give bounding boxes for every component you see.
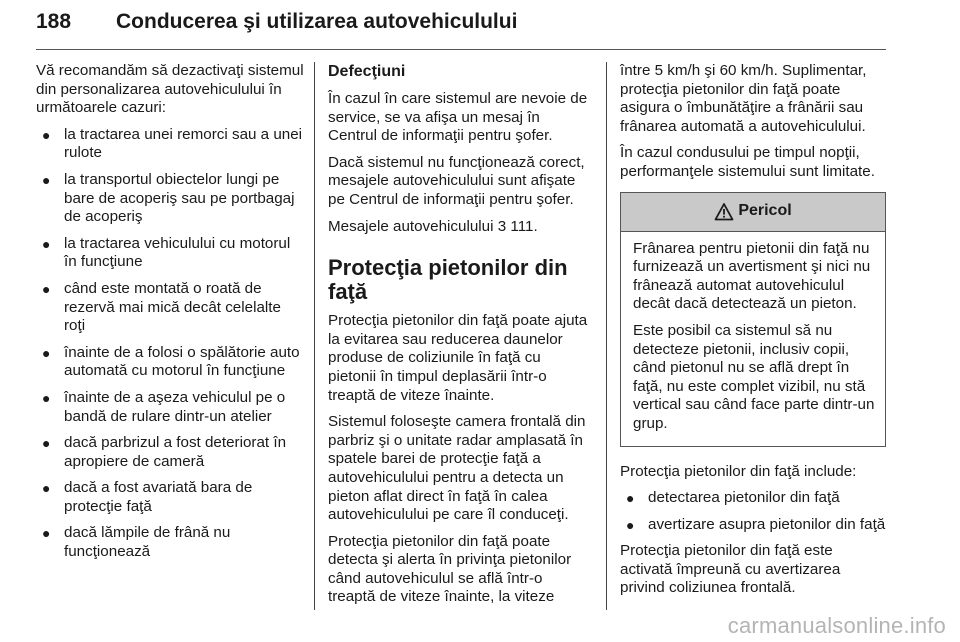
bullet-icon: ● xyxy=(626,490,635,507)
bullet-icon: ● xyxy=(626,516,635,533)
column-right xyxy=(620,62,886,606)
warning-paragraph-2: Este posibil ca sistemul să nu detecteze pietonii, inclusiv copii, când pietonul nu se află drept în faţă, nu este complet vizibil, nu stă vertical sau când face parte dintr-un grup. xyxy=(633,321,875,432)
list-item: ● dacă parbrizul a fost deteriorat în apropiere de cameră xyxy=(42,434,287,470)
column-left xyxy=(36,62,304,570)
bullet-icon: ● xyxy=(42,171,51,188)
features-list xyxy=(620,489,886,534)
warning-header xyxy=(621,193,885,232)
section-title: Protecţia pietonilor din faţă xyxy=(328,255,568,305)
warning-body xyxy=(621,232,885,446)
list-item: ● înainte de a folosi o spălătorie auto automată cu motorul în funcţiune xyxy=(42,343,300,380)
bullet-icon: ● xyxy=(42,235,51,252)
list-item: ● când este montată o roată de rezervă mai mică decât celelalte roţi xyxy=(42,279,281,335)
chapter-title: Conducerea şi utilizarea autovehiculului xyxy=(116,10,518,33)
page-reference-icon: 3 xyxy=(497,217,507,235)
list-item: ● detectarea pietonilor din faţă xyxy=(626,489,840,507)
list-item: ● înainte de a aşeza vehiculul pe o bandă de rulare dintr-un atelier xyxy=(42,388,286,425)
section-paragraph-3: Protecţia pietonilor din faţă poate detecta şi alerta în privinţa pietonilor când autovehiculul se află într-o treaptă de viteze înainte, la viteze xyxy=(328,532,572,606)
list-item: ● dacă a fost avariată bara de protecţie faţă xyxy=(42,479,253,515)
bullet-icon: ● xyxy=(42,126,51,143)
bullet-icon: ● xyxy=(42,435,51,452)
warning-box xyxy=(620,192,886,447)
warning-title: Pericol xyxy=(738,202,792,220)
paragraph-speed-range: între 5 km/h şi 60 km/h. Suplimentar, protecţia pietonilor din faţă poate asigura o îmbunătăţire a frânării sau frânarea automată a autovehiculului. xyxy=(620,62,867,135)
bullet-icon: ● xyxy=(42,280,51,297)
section-paragraph-2: Sistemul foloseşte camera frontală din parbriz şi o unitate radar amplasată în spatele barei de protecţie faţă a autovehiculului pentru a detecta un pieton aflat direct în faţă în calea autovehiculului pe care îl conduceţi. xyxy=(328,413,586,524)
intro-paragraph: Vă recomandăm să dezactivaţi sistemul din personalizarea autovehiculului în următoarele cazuri: xyxy=(36,62,304,117)
defects-paragraph-2: Dacă sistemul nu funcţionează corect, mesajele autovehiculului sunt afişate pe Centrul de informaţii pentru şofer. xyxy=(328,153,585,208)
warning-paragraph-1: Frânarea pentru pietonii din faţă nu furnizează un avertisment şi nici nu frânează automat autovehiculul decât dacă detectează un pieton. xyxy=(633,239,871,313)
column-divider-2 xyxy=(606,62,607,610)
paragraph-night: În cazul condusului pe timpul nopţii, performanţele sistemului sunt limitate. xyxy=(620,144,875,180)
deactivation-cases-list xyxy=(36,126,304,562)
bullet-icon: ● xyxy=(42,389,51,406)
page-reference-link[interactable]: 111. xyxy=(510,217,538,235)
includes-paragraph: Protecţia pietonilor din faţă include: xyxy=(620,462,857,480)
page-number: 188 xyxy=(36,10,72,33)
page-header xyxy=(36,0,886,52)
list-item: ● la tractarea vehiculului cu motorul în funcţiune xyxy=(42,234,291,271)
bullet-icon: ● xyxy=(42,480,51,497)
column-divider-1 xyxy=(314,62,315,610)
warning-triangle-icon xyxy=(714,202,734,222)
column-middle xyxy=(328,62,592,615)
section-paragraph-1: Protecţia pietonilor din faţă poate ajuta la evitarea sau reducerea daunelor produse de coliziunile în faţă cu pietonii în timpul deplasării într-o treaptă de viteze înainte. xyxy=(328,312,588,404)
bullet-icon: ● xyxy=(42,525,51,542)
list-item: ● dacă lămpile de frână nu funcţionează xyxy=(42,524,231,561)
watermark: carmanualsonline.info xyxy=(727,613,946,638)
defects-heading: Defecţiuni xyxy=(328,63,406,80)
defects-paragraph-3: Mesajele autovehiculului 3 111. xyxy=(328,217,538,235)
list-item: ● avertizare asupra pietonilor din faţă xyxy=(626,515,886,533)
list-item: ● la transportul obiectelor lungi pe bare de acoperiş sau pe portbagaj de acoperiş xyxy=(42,170,295,226)
activation-paragraph: Protecţia pietonilor din faţă este activată împreună cu avertizarea privind coliziunea frontală. xyxy=(620,542,841,597)
defects-paragraph-1: În cazul în care sistemul are nevoie de service, se va afişa un mesaj în Centrul de informaţii pentru şofer. xyxy=(328,90,588,145)
header-divider xyxy=(36,49,886,50)
list-item: ● la tractarea unei remorci sau a unei rulote xyxy=(42,125,303,162)
bullet-icon: ● xyxy=(42,344,51,361)
